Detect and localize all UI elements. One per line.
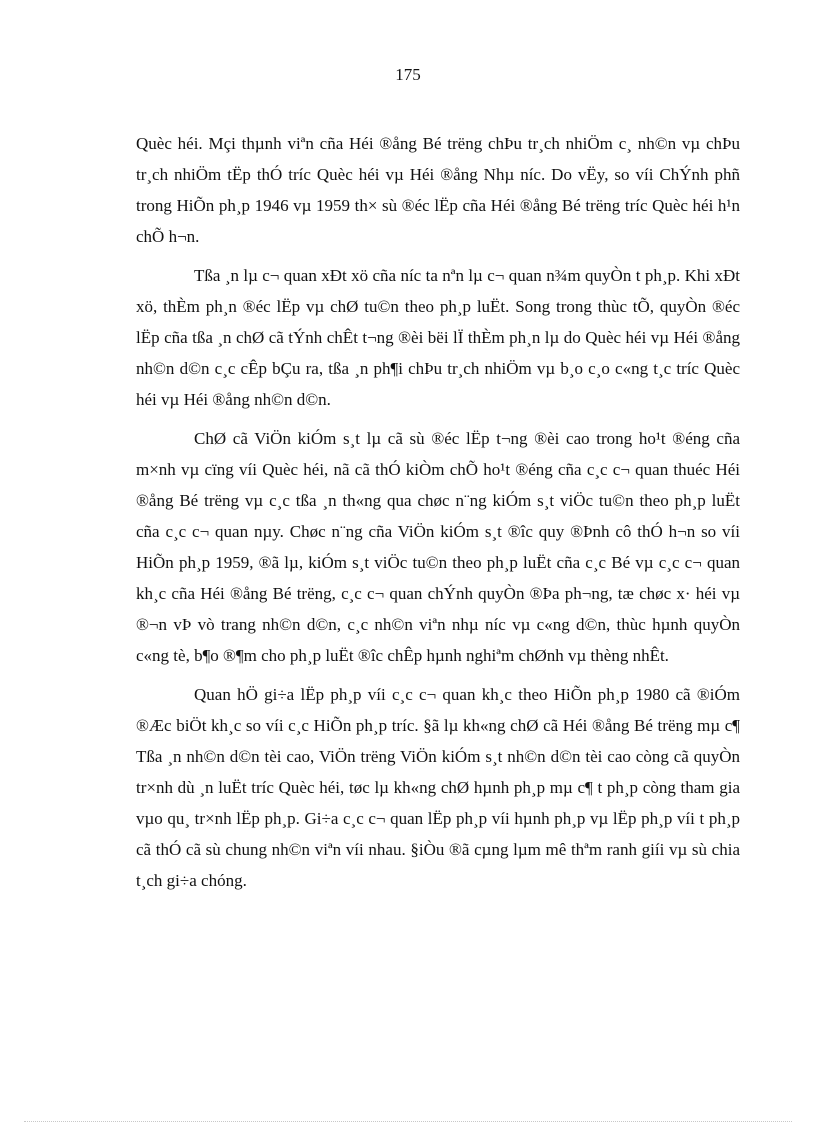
paragraph-4: Quan hÖ gi÷a lËp ph¸p víi c¸c c¬ quan kh¸c theo HiÕn ph¸p 1980 cã ®iÓm ®Æc biÖt kh¸c so víi c¸c HiÕn ph¸p tríc. §ã lµ kh«ng chØ cã Héi ®ång Bé trëng mµ c¶ Tßa ¸n nh©n d©n tèi cao, ViÖn trëng ViÖn kiÓm s¸t nh©n d©n tèi cao còng cã quyÒn tr×nh dù ¸n luËt tríc Quèc héi, tøc lµ kh«ng chØ hµnh ph¸p mµ c¶ t ph¸p còng tham gia vµo qu¸ tr×nh lËp ph¸p. Gi÷a c¸c c¬ quan lËp ph¸p víi hµnh ph¸p vµ lËp ph¸p víi t ph¸p cã thÓ cã sù chung nh©n viªn víi nhau. §iÒu ®ã cµng lµm mê thªm ranh giíi vµ sù chia t¸ch gi÷a chóng.	[136, 685, 740, 890]
paragraph-3: ChØ cã ViÖn kiÓm s¸t lµ cã sù ®éc lËp t¬ng ®èi cao trong ho¹t ®éng cña m×nh vµ cïng víi Quèc héi, nã cã thÓ kiÒm chÕ ho¹t ®éng cña c¸c c¬ quan thuéc Héi ®ång Bé trëng vµ c¸c tßa ¸n th«ng qua chøc n¨ng kiÓm s¸t viÖc tu©n theo ph¸p luËt cña c¸c c¬ quan nµy. Chøc n¨ng cña ViÖn kiÓm s¸t ®îc quy ®Þnh cô thÓ h¬n so víi HiÕn ph¸p 1959, ®ã lµ, kiÓm s¸t viÖc tu©n theo ph¸p luËt cña c¸c Bé vµ c¸c c¬ quan kh¸c cña Héi ®ång Bé trëng, c¸c c¬ quan chÝnh quyÒn ®Þa ph¬ng, tæ chøc x· héi vµ ®¬n vÞ vò trang nh©n d©n, c¸c nh©n viªn nhµ níc vµ c«ng d©n, thùc hµnh quyÒn c«ng tè, b¶o ®¶m cho ph¸p luËt ®îc chÊp hµnh nghiªm chØnh vµ thèng nhÊt.	[136, 429, 740, 665]
paragraph-2: Tßa ¸n lµ c¬ quan xÐt xö cña níc ta nªn lµ c¬ quan n¾m quyÒn t ph¸p. Khi xÐt xö, thÈm ph¸n ®éc lËp vµ chØ tu©n theo ph¸p luËt. Song trong thùc tÕ, quyÒn ®éc lËp cña tßa ¸n chØ cã tÝnh chÊt t¬ng ®èi bëi lÏ thÈm ph¸n lµ do Quèc héi vµ Héi ®ång nh©n d©n c¸c cÊp bÇu ra, tßa ¸n ph¶i chÞu tr¸ch nhiÖm vµ b¸o c¸o c«ng t¸c tríc Quèc héi vµ Héi ®ång nh©n d©n.	[136, 266, 740, 409]
paragraph-1: Quèc héi. Mçi thµnh viªn cña Héi ®ång Bé trëng chÞu tr¸ch nhiÖm c¸ nh©n vµ chÞu tr¸ch nhiÖm tËp thÓ tríc Quèc héi vµ Héi ®ång Nhµ níc. Do vËy, so víi ChÝnh phñ trong HiÕn ph¸p 1946 vµ 1959 th× sù ®éc lËp cña Héi ®ång Bé trëng tríc Quèc héi h¹n chÕ h¬n.	[136, 134, 740, 246]
document-body	[136, 128, 740, 904]
page-bottom-border	[24, 1121, 792, 1122]
page-number: 175	[395, 65, 421, 84]
